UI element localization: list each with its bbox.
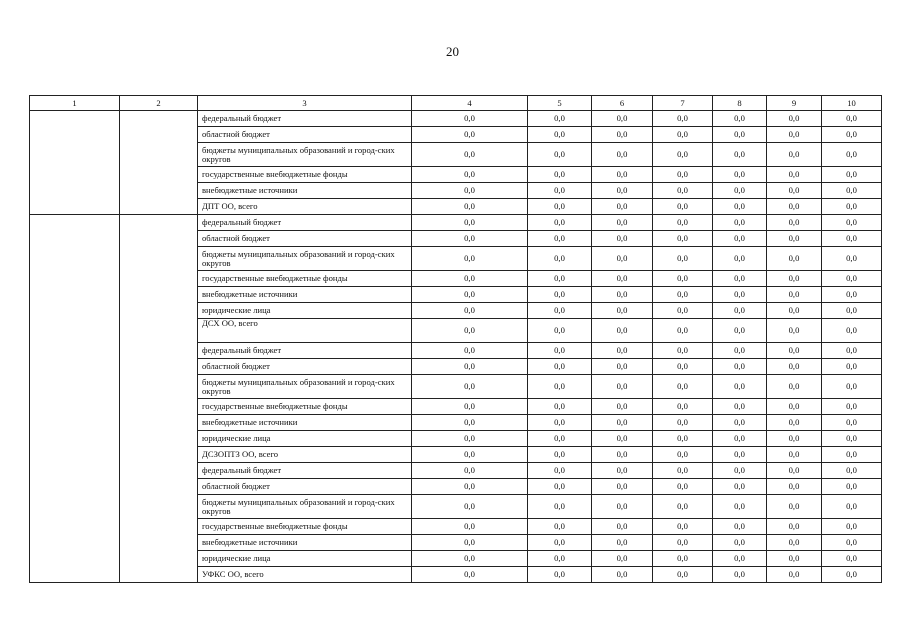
row-label: внебюджетные источники: [198, 287, 412, 303]
value-cell: 0,0: [767, 479, 822, 495]
value-cell: 0,0: [592, 143, 653, 167]
value-cell: 0,0: [412, 495, 528, 519]
value-cell: 0,0: [713, 479, 767, 495]
value-cell: 0,0: [592, 231, 653, 247]
row-label: бюджеты муниципальных образований и город-ских округов: [198, 495, 412, 519]
value-cell: 0,0: [767, 215, 822, 231]
value-cell: 0,0: [653, 343, 713, 359]
value-cell: 0,0: [592, 215, 653, 231]
value-cell: 0,0: [528, 127, 592, 143]
value-cell: 0,0: [592, 127, 653, 143]
value-cell: 0,0: [822, 343, 882, 359]
row-label: внебюджетные источники: [198, 415, 412, 431]
value-cell: 0,0: [412, 231, 528, 247]
value-cell: 0,0: [653, 415, 713, 431]
value-cell: 0,0: [528, 167, 592, 183]
value-cell: 0,0: [767, 111, 822, 127]
value-cell: 0,0: [412, 111, 528, 127]
value-cell: 0,0: [767, 399, 822, 415]
value-cell: 0,0: [767, 247, 822, 271]
value-cell: 0,0: [822, 447, 882, 463]
row-label: областной бюджет: [198, 359, 412, 375]
row-label: внебюджетные источники: [198, 535, 412, 551]
row-label: УФКС ОО, всего: [198, 567, 412, 583]
value-cell: 0,0: [412, 167, 528, 183]
value-cell: 0,0: [412, 247, 528, 271]
value-cell: 0,0: [653, 143, 713, 167]
value-cell: 0,0: [822, 231, 882, 247]
value-cell: 0,0: [713, 343, 767, 359]
value-cell: 0,0: [528, 111, 592, 127]
value-cell: 0,0: [713, 143, 767, 167]
value-cell: 0,0: [713, 463, 767, 479]
value-cell: 0,0: [412, 215, 528, 231]
value-cell: 0,0: [713, 551, 767, 567]
value-cell: 0,0: [822, 215, 882, 231]
value-cell: 0,0: [822, 359, 882, 375]
value-cell: 0,0: [412, 303, 528, 319]
value-cell: 0,0: [412, 399, 528, 415]
value-cell: 0,0: [592, 359, 653, 375]
row-label: юридические лица: [198, 303, 412, 319]
value-cell: 0,0: [592, 303, 653, 319]
value-cell: 0,0: [767, 167, 822, 183]
value-cell: 0,0: [412, 415, 528, 431]
value-cell: 0,0: [412, 143, 528, 167]
value-cell: 0,0: [713, 247, 767, 271]
value-cell: 0,0: [653, 183, 713, 199]
value-cell: 0,0: [653, 287, 713, 303]
value-cell: 0,0: [713, 399, 767, 415]
value-cell: 0,0: [653, 247, 713, 271]
value-cell: 0,0: [412, 359, 528, 375]
value-cell: 0,0: [767, 127, 822, 143]
column-header: 5: [528, 96, 592, 111]
value-cell: 0,0: [713, 271, 767, 287]
value-cell: 0,0: [412, 535, 528, 551]
value-cell: 0,0: [767, 183, 822, 199]
row-label: областной бюджет: [198, 127, 412, 143]
column-header: 6: [592, 96, 653, 111]
value-cell: 0,0: [713, 111, 767, 127]
value-cell: 0,0: [822, 399, 882, 415]
group-cell: [120, 215, 198, 583]
value-cell: 0,0: [713, 231, 767, 247]
value-cell: 0,0: [713, 199, 767, 215]
value-cell: 0,0: [592, 183, 653, 199]
value-cell: 0,0: [822, 127, 882, 143]
value-cell: 0,0: [528, 183, 592, 199]
column-header: 9: [767, 96, 822, 111]
value-cell: 0,0: [822, 375, 882, 399]
row-label: федеральный бюджет: [198, 111, 412, 127]
value-cell: 0,0: [528, 319, 592, 343]
value-cell: 0,0: [767, 431, 822, 447]
value-cell: 0,0: [653, 215, 713, 231]
value-cell: 0,0: [592, 479, 653, 495]
value-cell: 0,0: [822, 551, 882, 567]
value-cell: 0,0: [592, 199, 653, 215]
value-cell: 0,0: [653, 271, 713, 287]
row-label: ДСЗОПТЗ ОО, всего: [198, 447, 412, 463]
value-cell: 0,0: [822, 431, 882, 447]
value-cell: 0,0: [412, 519, 528, 535]
value-cell: 0,0: [767, 199, 822, 215]
value-cell: 0,0: [822, 319, 882, 343]
value-cell: 0,0: [767, 463, 822, 479]
value-cell: 0,0: [412, 183, 528, 199]
value-cell: 0,0: [653, 199, 713, 215]
value-cell: 0,0: [412, 431, 528, 447]
value-cell: 0,0: [528, 287, 592, 303]
value-cell: 0,0: [653, 167, 713, 183]
value-cell: 0,0: [528, 343, 592, 359]
value-cell: 0,0: [653, 551, 713, 567]
value-cell: 0,0: [713, 183, 767, 199]
table-row: [30, 215, 882, 231]
value-cell: 0,0: [528, 215, 592, 231]
value-cell: 0,0: [592, 343, 653, 359]
value-cell: 0,0: [767, 535, 822, 551]
value-cell: 0,0: [412, 319, 528, 343]
value-cell: 0,0: [412, 287, 528, 303]
group-cell: [30, 111, 120, 215]
row-label: внебюджетные источники: [198, 183, 412, 199]
value-cell: 0,0: [592, 431, 653, 447]
value-cell: 0,0: [713, 447, 767, 463]
value-cell: 0,0: [822, 183, 882, 199]
value-cell: 0,0: [528, 431, 592, 447]
value-cell: 0,0: [653, 399, 713, 415]
value-cell: 0,0: [592, 463, 653, 479]
value-cell: 0,0: [767, 271, 822, 287]
value-cell: 0,0: [767, 551, 822, 567]
group-cell: [120, 111, 198, 215]
value-cell: 0,0: [822, 495, 882, 519]
value-cell: 0,0: [592, 551, 653, 567]
value-cell: 0,0: [592, 167, 653, 183]
value-cell: 0,0: [412, 567, 528, 583]
budget-table: [29, 95, 882, 583]
value-cell: 0,0: [528, 479, 592, 495]
value-cell: 0,0: [528, 359, 592, 375]
value-cell: 0,0: [592, 319, 653, 343]
value-cell: 0,0: [713, 567, 767, 583]
value-cell: 0,0: [713, 359, 767, 375]
value-cell: 0,0: [528, 247, 592, 271]
value-cell: 0,0: [528, 143, 592, 167]
row-label: юридические лица: [198, 431, 412, 447]
value-cell: 0,0: [822, 199, 882, 215]
group-cell: [30, 215, 120, 583]
value-cell: 0,0: [822, 479, 882, 495]
row-label: государственные внебюджетные фонды: [198, 519, 412, 535]
value-cell: 0,0: [528, 551, 592, 567]
value-cell: 0,0: [592, 567, 653, 583]
value-cell: 0,0: [713, 167, 767, 183]
value-cell: 0,0: [822, 287, 882, 303]
row-label: государственные внебюджетные фонды: [198, 399, 412, 415]
value-cell: 0,0: [653, 495, 713, 519]
value-cell: 0,0: [713, 303, 767, 319]
value-cell: 0,0: [767, 359, 822, 375]
value-cell: 0,0: [653, 479, 713, 495]
value-cell: 0,0: [528, 567, 592, 583]
value-cell: 0,0: [528, 535, 592, 551]
value-cell: 0,0: [653, 447, 713, 463]
value-cell: 0,0: [767, 415, 822, 431]
row-label: государственные внебюджетные фонды: [198, 271, 412, 287]
table-row: [30, 111, 882, 127]
value-cell: 0,0: [528, 375, 592, 399]
value-cell: 0,0: [592, 111, 653, 127]
value-cell: 0,0: [412, 271, 528, 287]
row-label: областной бюджет: [198, 231, 412, 247]
value-cell: 0,0: [822, 535, 882, 551]
value-cell: 0,0: [767, 519, 822, 535]
value-cell: 0,0: [767, 447, 822, 463]
value-cell: 0,0: [653, 519, 713, 535]
column-header: 7: [653, 96, 713, 111]
value-cell: 0,0: [653, 319, 713, 343]
value-cell: 0,0: [713, 535, 767, 551]
value-cell: 0,0: [528, 519, 592, 535]
value-cell: 0,0: [412, 551, 528, 567]
row-label: ДПТ ОО, всего: [198, 199, 412, 215]
value-cell: 0,0: [822, 247, 882, 271]
value-cell: 0,0: [412, 447, 528, 463]
value-cell: 0,0: [653, 111, 713, 127]
row-label: федеральный бюджет: [198, 215, 412, 231]
value-cell: 0,0: [822, 271, 882, 287]
value-cell: 0,0: [528, 415, 592, 431]
value-cell: 0,0: [592, 495, 653, 519]
value-cell: 0,0: [713, 431, 767, 447]
value-cell: 0,0: [528, 271, 592, 287]
row-label: федеральный бюджет: [198, 343, 412, 359]
value-cell: 0,0: [653, 431, 713, 447]
value-cell: 0,0: [412, 463, 528, 479]
value-cell: 0,0: [822, 167, 882, 183]
value-cell: 0,0: [713, 215, 767, 231]
value-cell: 0,0: [528, 231, 592, 247]
column-header: 10: [822, 96, 882, 111]
row-label: ДСХ ОО, всего: [198, 319, 412, 343]
table-body: [30, 111, 882, 583]
value-cell: 0,0: [822, 143, 882, 167]
value-cell: 0,0: [822, 415, 882, 431]
value-cell: 0,0: [713, 519, 767, 535]
value-cell: 0,0: [713, 495, 767, 519]
column-header: 3: [198, 96, 412, 111]
value-cell: 0,0: [767, 375, 822, 399]
value-cell: 0,0: [592, 271, 653, 287]
value-cell: 0,0: [822, 519, 882, 535]
value-cell: 0,0: [767, 495, 822, 519]
value-cell: 0,0: [592, 519, 653, 535]
row-label: государственные внебюджетные фонды: [198, 167, 412, 183]
row-label: бюджеты муниципальных образований и город-ских округов: [198, 143, 412, 167]
value-cell: 0,0: [592, 375, 653, 399]
value-cell: 0,0: [653, 127, 713, 143]
value-cell: 0,0: [412, 375, 528, 399]
value-cell: 0,0: [528, 447, 592, 463]
value-cell: 0,0: [592, 415, 653, 431]
value-cell: 0,0: [528, 495, 592, 519]
row-label: федеральный бюджет: [198, 463, 412, 479]
value-cell: 0,0: [653, 535, 713, 551]
value-cell: 0,0: [653, 375, 713, 399]
value-cell: 0,0: [767, 567, 822, 583]
value-cell: 0,0: [822, 303, 882, 319]
value-cell: 0,0: [653, 359, 713, 375]
row-label: областной бюджет: [198, 479, 412, 495]
value-cell: 0,0: [592, 287, 653, 303]
value-cell: 0,0: [767, 319, 822, 343]
value-cell: 0,0: [713, 127, 767, 143]
value-cell: 0,0: [592, 535, 653, 551]
value-cell: 0,0: [528, 463, 592, 479]
column-header: 1: [30, 96, 120, 111]
row-label: бюджеты муниципальных образований и город-ских округов: [198, 375, 412, 399]
value-cell: 0,0: [822, 463, 882, 479]
value-cell: 0,0: [822, 567, 882, 583]
column-header: 2: [120, 96, 198, 111]
value-cell: 0,0: [713, 375, 767, 399]
column-header: 8: [713, 96, 767, 111]
value-cell: 0,0: [592, 399, 653, 415]
column-header: 4: [412, 96, 528, 111]
value-cell: 0,0: [767, 287, 822, 303]
value-cell: 0,0: [412, 479, 528, 495]
row-label: юридические лица: [198, 551, 412, 567]
value-cell: 0,0: [528, 303, 592, 319]
row-label: бюджеты муниципальных образований и город-ских округов: [198, 247, 412, 271]
value-cell: 0,0: [653, 567, 713, 583]
value-cell: 0,0: [713, 319, 767, 343]
value-cell: 0,0: [767, 343, 822, 359]
value-cell: 0,0: [412, 127, 528, 143]
value-cell: 0,0: [822, 111, 882, 127]
value-cell: 0,0: [767, 231, 822, 247]
column-number-row: [30, 96, 882, 111]
value-cell: 0,0: [528, 199, 592, 215]
value-cell: 0,0: [653, 303, 713, 319]
value-cell: 0,0: [412, 199, 528, 215]
value-cell: 0,0: [713, 287, 767, 303]
value-cell: 0,0: [767, 143, 822, 167]
value-cell: 0,0: [528, 399, 592, 415]
value-cell: 0,0: [592, 247, 653, 271]
value-cell: 0,0: [653, 463, 713, 479]
page-number: 20: [446, 44, 459, 59]
value-cell: 0,0: [713, 415, 767, 431]
value-cell: 0,0: [767, 303, 822, 319]
value-cell: 0,0: [592, 447, 653, 463]
value-cell: 0,0: [653, 231, 713, 247]
value-cell: 0,0: [412, 343, 528, 359]
